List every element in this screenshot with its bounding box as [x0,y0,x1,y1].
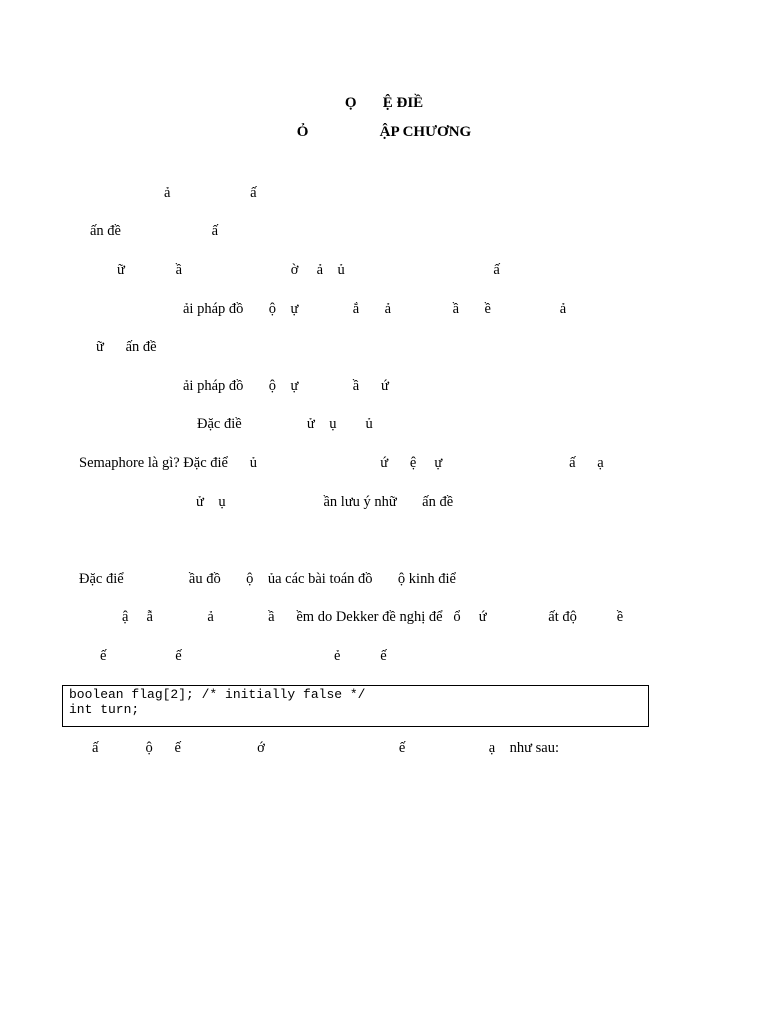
paragraph-line: ử ụ ần lưu ý nhữ ấn đề [196,494,454,510]
paragraph-line: ấn đề ấ [90,223,219,239]
paragraph-line: Semaphore là gì? Đặc điể ủ ứ ệ ự ấ ạ [79,455,604,471]
paragraph-line: ữ ấn đề [96,339,157,355]
paragraph-line: ả ấ [164,185,257,201]
code-line: boolean flag[2]; /* initially false */ [69,687,366,702]
code-block [62,685,649,727]
paragraph-line: ải pháp đồ ộ ự ầ ứ [183,378,389,394]
paragraph-line: ậ ẫ ả ầ ềm do Dekker đề nghị để ổ ứ ất độ ề [122,609,624,625]
document-title-line-2: Ỏ ẬP CHƯƠNG [296,124,472,140]
document-title-line-1: Ọ Ệ ĐIỀ [344,95,424,111]
paragraph-line: Đặc điề ử ụ ủ [197,416,373,432]
paragraph-line: Đặc điể ầu đồ ộ ủa các bài toán đồ ộ kinh điể [79,571,456,587]
paragraph-line: ữ ầ ờ ả ủ ấ [117,262,500,278]
paragraph-line: ế ế ẻ ế [100,648,387,664]
paragraph-line: ải pháp đồ ộ ự ắ ả ầ ề ả [183,301,567,317]
code-line: int turn; [69,702,140,717]
paragraph-line: ấ ộ ế ớ ế ạ như sau: [92,740,560,756]
